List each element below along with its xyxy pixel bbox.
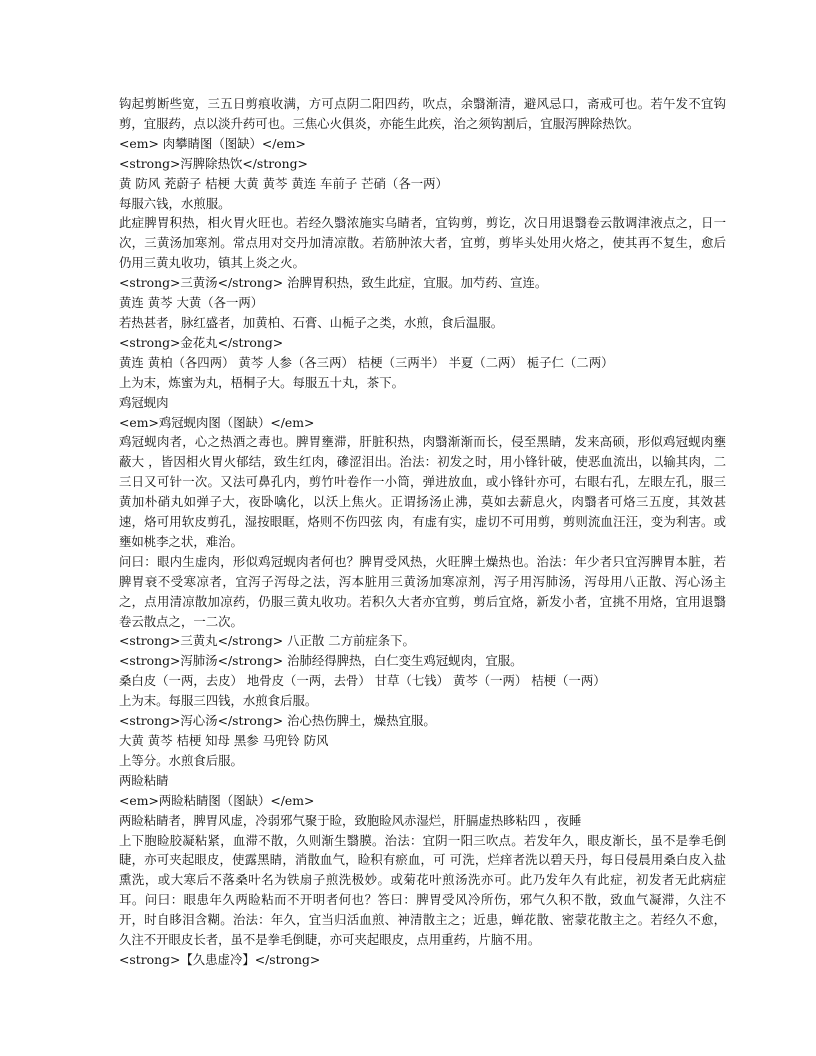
paragraph: 上等分。水煎食后服。: [119, 752, 243, 768]
ingredient-list: 黄 防风 茺蔚子 桔梗 大黄 黄芩 黄连 车前子 芒硝（各一两）: [119, 175, 448, 191]
disease-title: 两睑粘睛: [119, 772, 169, 788]
section-heading: <strong>三黄丸</strong> 八正散 二方前症条下。: [119, 633, 415, 649]
paragraph: 鸡冠蚬肉者，心之热酒之毒也。脾胃壅滞，肝脏积热，肉翳渐渐而长，侵至黑睛，发来高硕，形似鸡冠蚬肉壅蔽大 ，皆因相火胃火郁结，致生红肉，磣涩泪出。治法：初发之时，用小锋针破，使恶血流出，以输其肉，二三日又可针一次。又法可鼻孔内，剪竹叶卷作一小筒，弹进放血，或小锋针亦可，右眼右孔，左眼左孔，服三黄加朴硝丸如弹子大，夜卧噙化，以沃上焦火。正谓扬汤止沸，莫如去薪息火，肉翳者可烙三五度，其效甚速，烙可用软皮剪孔，湿按眼眶，烙则不伤四弦 肉，有虚有实，虚切不可用剪，剪则流血汪汪，变为利害。或壅如桃李之状，难治。: [119, 434, 726, 549]
paragraph: 每服六钱，水煎服。: [119, 195, 231, 211]
paragraph: 此症脾胃积热，相火胃火旺也。若经久翳浓施实乌睛者，宜钩剪，剪讫，次日用退翳卷云散调津液点之，日一次，三黄汤加寒剂。常点用对交丹加清凉散。若筋肿浓大者，宜剪，剪毕头处用火烙之，使其再不复生，愈后仍用三黄丸收功，镇其上炎之火。: [119, 215, 726, 271]
section-heading: <strong>泻肺汤</strong> 治肺经得脾热，白仁变生鸡冠蚬肉，宜服。: [119, 653, 523, 669]
paragraph: 钩起剪断些宽，三五日剪痕收满，方可点阴二阳四药，吹点，余翳渐清，避风忌口，斋戒可也。若午发不宜钩剪，宜服药，点以淡升药可也。三焦心火俱炎，亦能生此疾，治之须钩割后，宜服泻脾除热饮。: [119, 96, 726, 131]
disease-title: 鸡冠蚬肉: [119, 394, 169, 410]
paragraph: 上为末。每服三四钱，水煎食后服。: [119, 693, 318, 709]
paragraph: 若热甚者，脉红盛者，加黄柏、石膏、山栀子之类，水煎，食后温服。: [119, 314, 504, 330]
paragraph: 上为末，炼蜜为丸，梧桐子大。每服五十丸，茶下。: [119, 374, 404, 390]
ingredient-list: 黄连 黄芩 大黄（各一两）: [119, 295, 264, 311]
section-heading: <strong>金花丸</strong>: [119, 334, 284, 350]
section-heading: <strong>泻脾除热饮</strong>: [119, 155, 308, 171]
paragraph: 问曰：眼内生虚肉，形似鸡冠蚬肉者何也？脾胃受风热，火旺脾土燥热也。治法：年少者只宜泻脾胃本脏，若脾胃衰不受寒凉者，宜泻子泻母之法，泻本脏用三黄汤加寒凉剂，泻子用泻肺汤，泻母用八正散、泻心汤主之，点用清凉散加凉药，仍服三黄丸收功。若积久大者亦宜剪，剪后宜烙，新发小者，宜挑不用烙，宜用退翳卷云散点之，一二次。: [119, 553, 726, 629]
figure-caption: <em>两睑粘睛图（图缺）</em>: [119, 792, 315, 808]
ingredient-list: 大黄 黄芩 桔梗 知母 黑参 马兜铃 防风: [119, 733, 329, 748]
ingredient-list: 黄连 黄柏（各四两） 黄芩 人参（各三两） 桔梗（三两半） 半夏（二两） 栀子仁（二两）: [119, 354, 614, 370]
section-heading: <strong>【久患虚冷】</strong>: [119, 951, 321, 967]
figure-caption: <em>鸡冠蚬肉图（图缺）</em>: [119, 414, 315, 430]
paragraph: 两睑粘睛者，脾胃风虚，冷弱邪气聚于睑，致胞睑风赤湿烂，肝膈虚热眵粘四 ，夜睡: [119, 812, 582, 828]
figure-caption: <em> 肉攀睛图（图缺）</em>: [119, 135, 306, 151]
section-heading: <strong>泻心汤</strong> 治心热伤脾土，燥热宜服。: [119, 713, 436, 729]
paragraph: 上下胞睑胶凝粘紧，血滞不散，久则渐生翳膜。治法：宜阴一阳三吹点。若发年久，眼皮渐长，虽不是拳毛倒睫，亦可夹起眼皮，使露黑睛，消散血气，睑积有瘀血，可 可洗，烂痒者洗以碧天丹，每日侵晨用桑白皮入盐熏洗，或大寒后不落桑叶名为铁扇子煎洗极妙。或菊花叶煎汤洗亦可。此乃发年久有此症，初发者无此病症耳。问曰：眼患年久两睑粘而不开明者何也？答曰：脾胃受风冷所伤，邪气久积不散，致血气凝滞，久注不开，时自眵泪含糊。治法：年久，宜当归活血煎、神清散主之；近患，蝉花散、密蒙花散主之。若经久不愈，久注不开眼皮长者，虽不是拳毛倒睫，亦可夹起眼皮，点用重药，片脑不用。: [119, 832, 726, 948]
ingredient-list: 桑白皮（一两，去皮） 地骨皮（一两，去骨） 甘草（七钱） 黄芩（一两） 桔梗（一两）: [119, 673, 606, 689]
section-heading: <strong>三黄汤</strong> 治脾胃积热，致生此症，宜服。加芍药、宣连。: [119, 275, 548, 291]
